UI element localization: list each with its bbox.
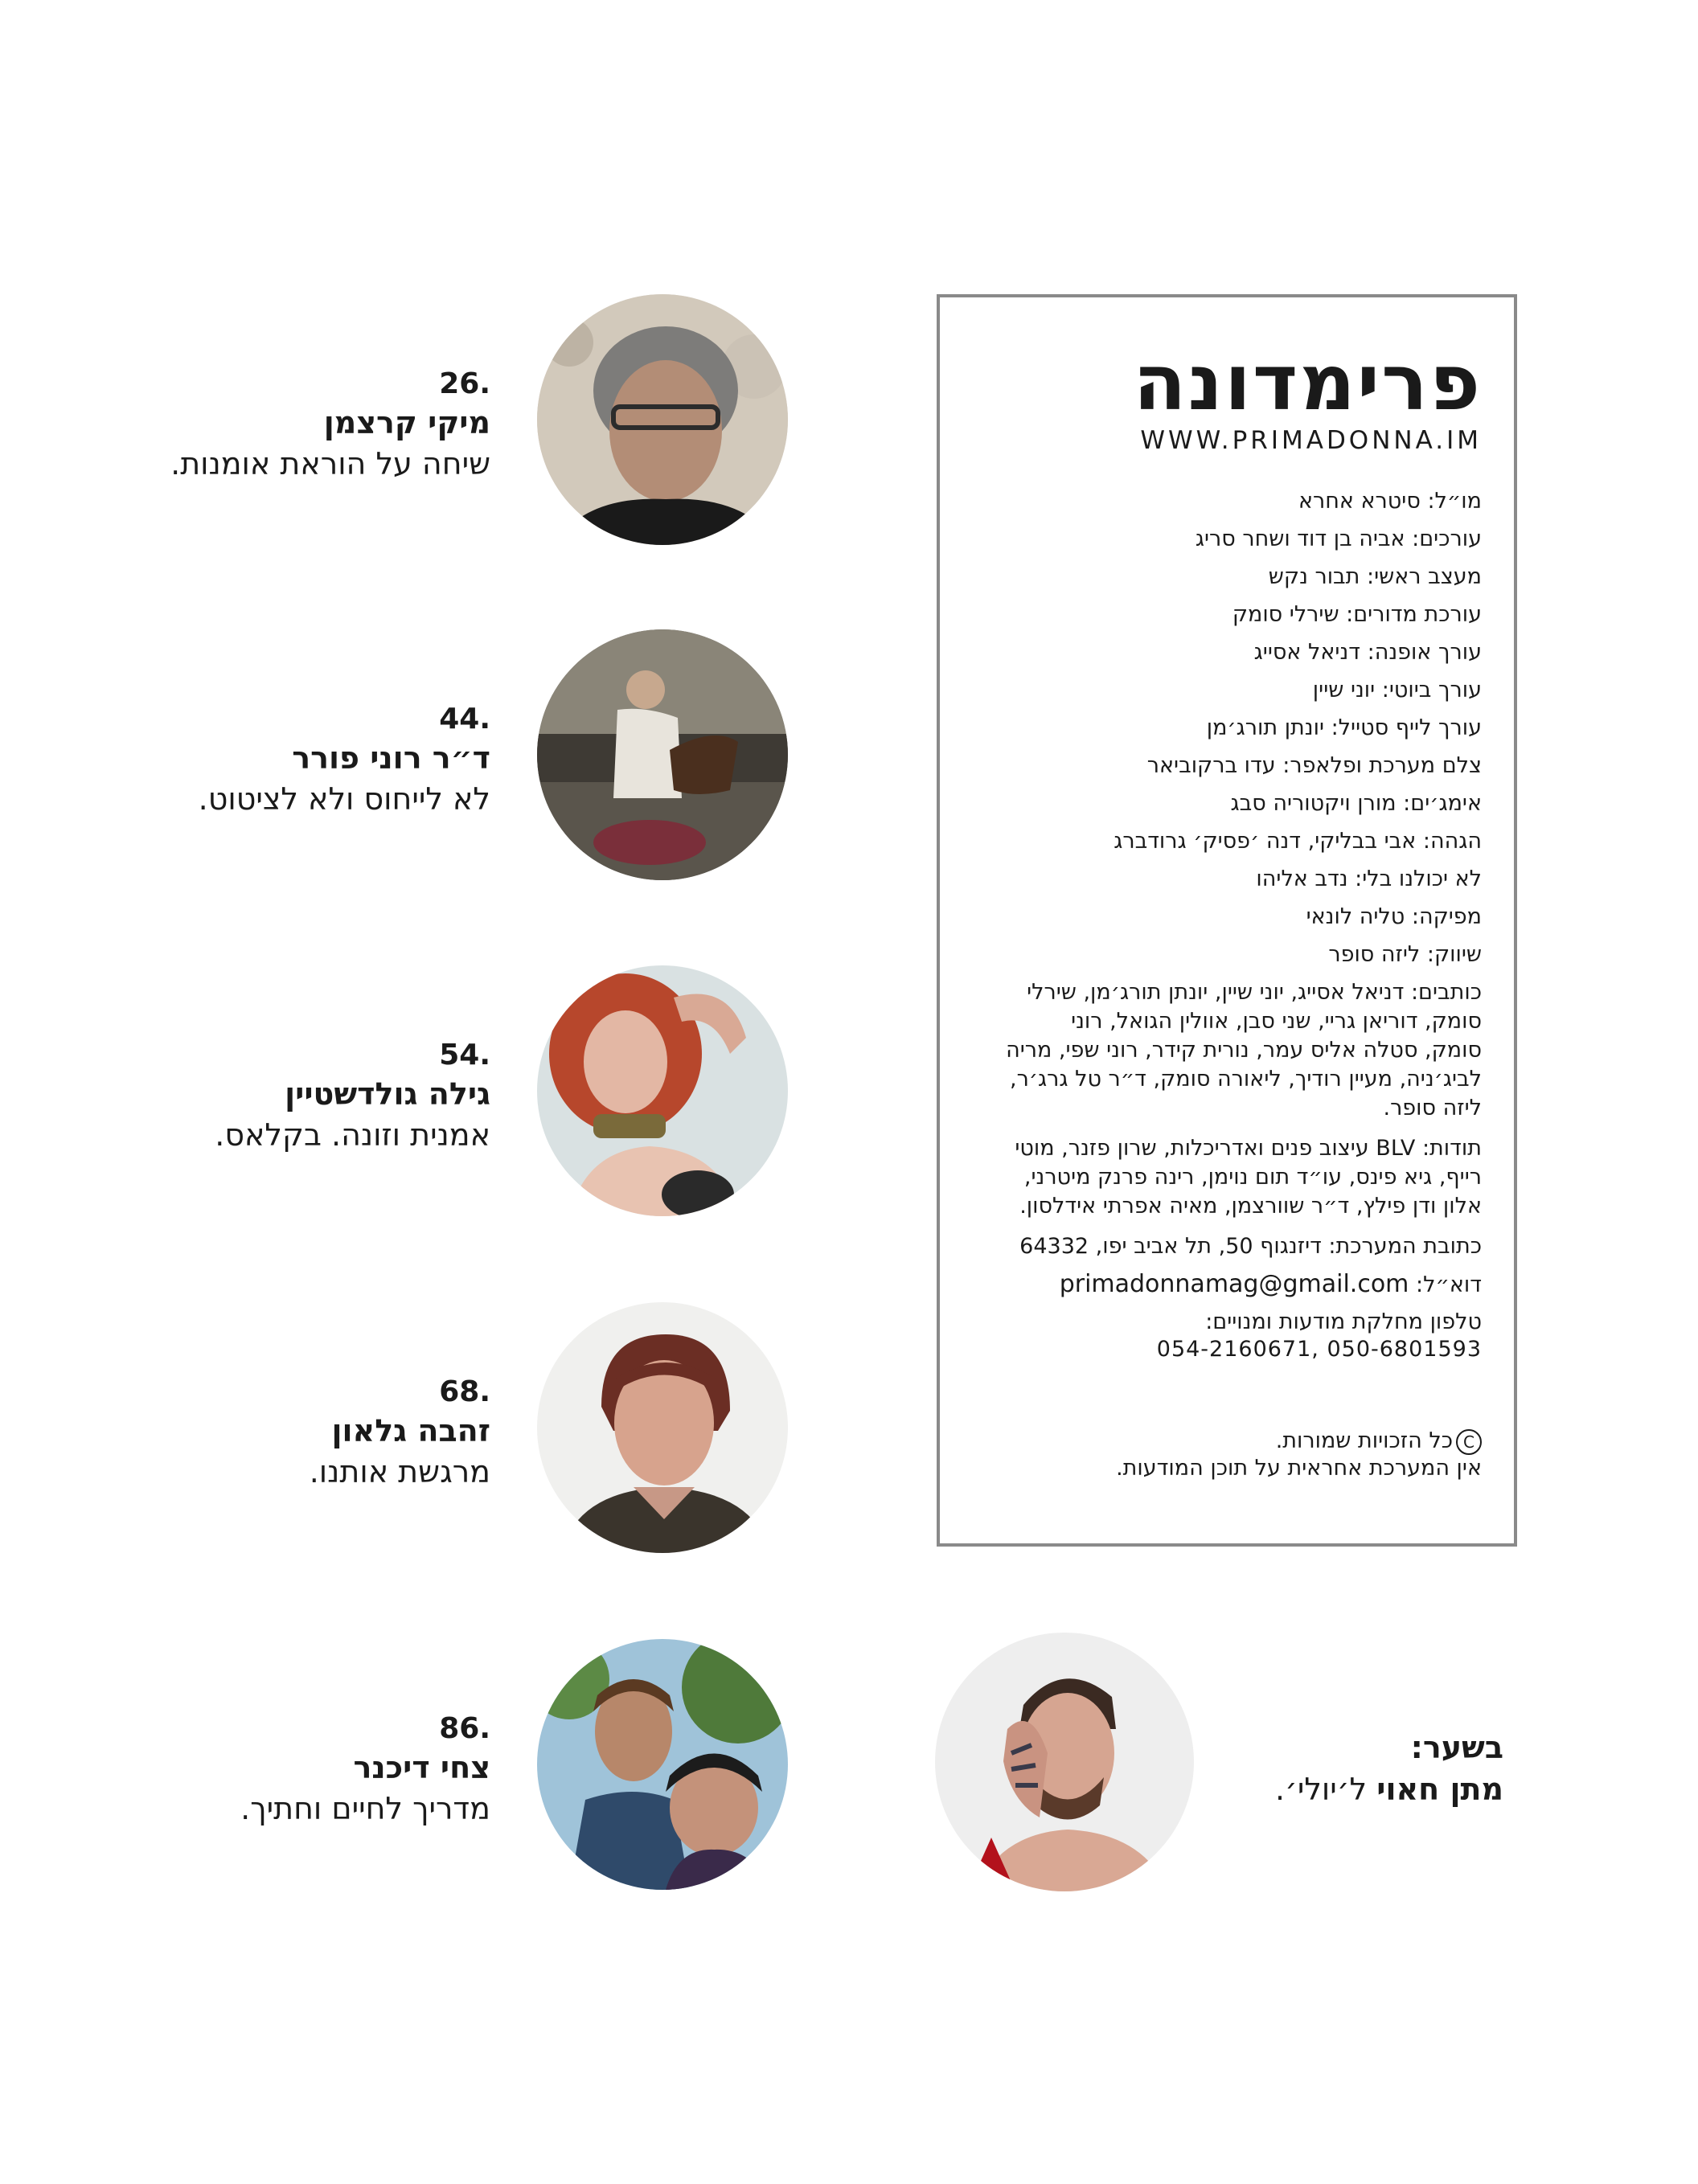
article-person: צחי דיכנר — [353, 1750, 490, 1785]
disclaimer-text: אין המערכת אחראית על תוכן המודעות. — [1116, 1456, 1482, 1481]
portrait-image — [537, 1302, 788, 1553]
editorial-address: כתובת המערכת: דיזנגוף 50, תל אביב יפו, 64332 — [1019, 1234, 1482, 1259]
article-description: מרגשת אותנו. — [309, 1454, 490, 1489]
phone-numbers: 050-6801593 ,054-2160671 — [1156, 1337, 1482, 1362]
copyright-block — [967, 1428, 1482, 1482]
toc-item-86[interactable] — [72, 1711, 490, 1830]
photo-gila-goldstein[interactable] — [537, 965, 788, 1216]
credit-beauty-editor: עורך ביוטי: יוני שיין — [1312, 678, 1482, 703]
magazine-logo: פרימדונה — [1133, 338, 1482, 428]
toc-item-26[interactable] — [72, 366, 490, 485]
portrait-image — [935, 1633, 1194, 1891]
credit-section-editor: עורכת מדורים: שירלי סומק — [1232, 602, 1482, 627]
photo-zehava-galon[interactable] — [537, 1302, 788, 1553]
photo-tzachi-dichner[interactable] — [537, 1639, 788, 1890]
credit-producer: מפיקה: טליה לונאי — [1306, 904, 1482, 929]
page-number: .26 — [439, 367, 490, 400]
article-description: אמנית וזונה. בקלאס. — [215, 1117, 490, 1153]
portrait-image — [537, 629, 788, 880]
credit-images: אימג׳ים: מורן ויקטוריה סבג — [1230, 791, 1482, 816]
email-line — [967, 1270, 1482, 1300]
copyright-icon: C — [1456, 1429, 1482, 1455]
credit-acknowledgements: תודות: BLV עיצוב פנים ואדריכלות, שרון פזנר, מוטי רייף, גיא פינס, עו״ד תום נוימן, רינה פרנק מיטרני, אלון ודן פילץ, ד״ר שוורצמן, מאיה אפרתי אידלסון. — [1015, 1136, 1482, 1219]
photo-mickey-kratzman[interactable] — [537, 294, 788, 545]
page-number: .44 — [439, 703, 490, 736]
page-number: .54 — [439, 1039, 490, 1072]
credit-publisher: מו״ל: סיטרא אחרא — [1298, 489, 1482, 514]
photo-roni-porer[interactable] — [537, 629, 788, 880]
toc-item-44[interactable] — [72, 701, 490, 820]
phone-block — [967, 1309, 1482, 1363]
phone-label: טלפון מחלקת מודעות ומנויים: — [1205, 1309, 1482, 1334]
toc-item-54[interactable] — [72, 1037, 490, 1156]
masthead-box — [937, 294, 1517, 1547]
portrait-image — [537, 1639, 788, 1890]
photo-cover-matan-haoui[interactable] — [935, 1633, 1194, 1891]
credit-writers: כותבים: דניאל אסייג, יוני שיין, יונתן תורג׳מן, שירלי סומק, דוריאן גריי, שני סבן, אוולין הגואל, רוני סומק, סטלה אליס עמר, נורית קידר, רוני שפי, מריה לביג׳ניה, מעיין רודיך, ליאורה סומק, ד״ר טל גרג׳ר, ליזה סופר. — [1006, 980, 1482, 1121]
email-label: דוא״ל: — [1416, 1272, 1482, 1297]
article-description: שיחה על הוראת אומנות. — [170, 446, 490, 481]
website-url[interactable]: WWW.PRIMADONNA.IM — [1140, 426, 1482, 455]
portrait-image — [537, 965, 788, 1216]
cover-label: בשער: — [1410, 1730, 1503, 1765]
article-person: מיקי קרצמן — [323, 405, 490, 440]
portrait-image — [537, 294, 788, 545]
article-person: זהבה גלאון — [331, 1413, 490, 1448]
article-description: לא לייחוס ולא לציטוט. — [198, 781, 490, 817]
cover-credit — [1214, 1727, 1503, 1810]
credit-proofreading: הגהה: אבי בבליקי, דנה ׳פסיק׳ גרודברג — [1114, 829, 1482, 854]
toc-item-68[interactable] — [72, 1374, 490, 1493]
cover-person: מתן חאוי — [1376, 1772, 1503, 1807]
credit-chief-designer: מעצב ראשי: תבור נקש — [1268, 564, 1482, 589]
credit-marketing: שיווק: ליזה סופר — [1328, 942, 1482, 967]
credit-lifestyle-editor: עורך לייף סטייל: יונתן תורג׳מן — [1206, 715, 1482, 740]
page-number: .86 — [439, 1712, 490, 1745]
page-number: .68 — [439, 1375, 490, 1408]
cover-description: ל׳יולי׳. — [1274, 1772, 1368, 1807]
copyright-text: כל הזכויות שמורות. — [1275, 1428, 1453, 1453]
credit-fashion-editor: עורך אופנה: דניאל אסייג — [1253, 640, 1482, 665]
article-person: גילה גולדשטיין — [285, 1076, 490, 1112]
credit-photographer: צלם מערכת ופלאפר: עדו ברקוביאר — [1146, 753, 1482, 778]
email-link[interactable]: primadonnamag@gmail.com — [1059, 1270, 1409, 1298]
credit-editors: עורכים: אביה בן דוד ושחר סריג — [1195, 527, 1482, 551]
article-person: ד״ר רוני פורר — [292, 740, 490, 776]
credit-thanks-to: לא יכולנו בלי: נדב אליהו — [1256, 867, 1482, 891]
article-description: מדריך לחיים וחתיך. — [240, 1791, 490, 1826]
